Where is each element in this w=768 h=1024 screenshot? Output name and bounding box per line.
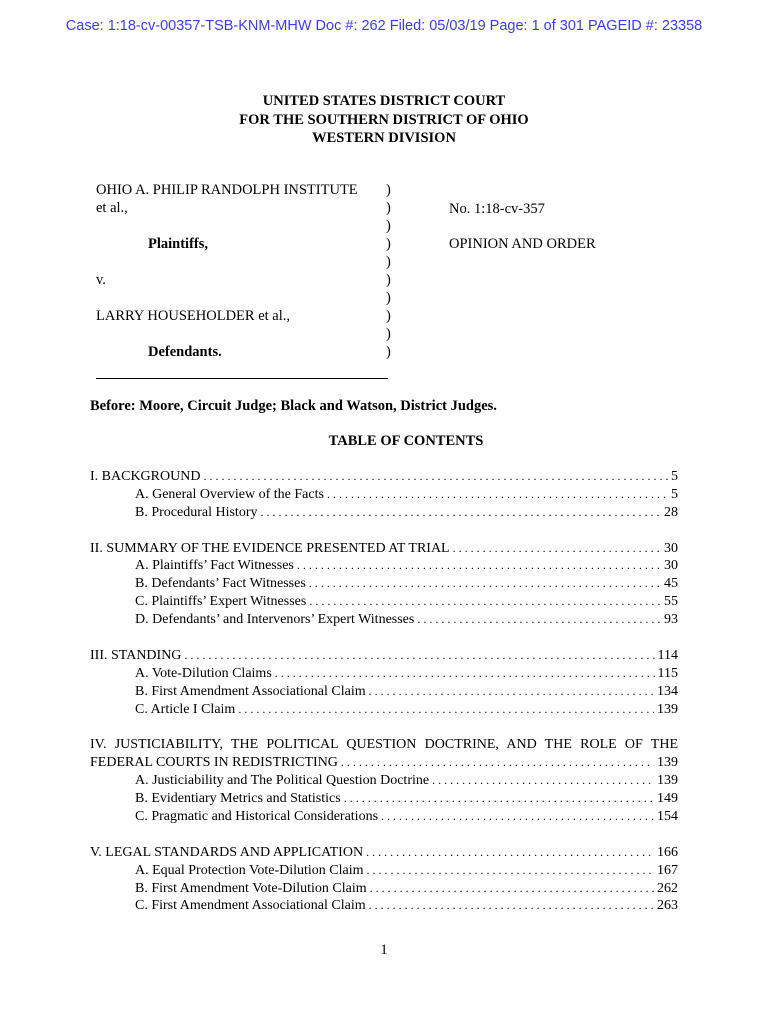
defendant-name: LARRY HOUSEHOLDER et al.,: [96, 308, 290, 324]
paren: ): [386, 182, 391, 198]
toc-entry-page: 263: [657, 898, 678, 914]
toc-subsection-entry[interactable]: [90, 486, 678, 504]
toc-subsection-entry[interactable]: [90, 701, 678, 719]
toc-leader-dots: [367, 862, 654, 880]
toc-entry-label: B. First Amendment Associational Claim: [135, 683, 366, 699]
toc-entry-label: C. Article I Claim: [135, 701, 236, 717]
toc-subsection-entry[interactable]: [90, 862, 678, 880]
toc-leader-dots: [309, 575, 661, 593]
toc-entry-page: 55: [664, 594, 678, 610]
toc-entry-label: A. Justiciability and The Political Question Doctrine: [135, 773, 430, 789]
toc-entry-page: 114: [657, 647, 678, 663]
toc-leader-dots: [381, 808, 654, 826]
toc-entry-page: 93: [664, 612, 678, 628]
paren: ): [386, 290, 391, 306]
toc-subsection-entry[interactable]: [90, 683, 678, 701]
toc-subsection-entry[interactable]: [90, 790, 678, 808]
toc-entry-page: 5: [671, 469, 678, 484]
toc-entry-label: D. Defendants’ and Intervenors’ Expert Witnesses: [135, 612, 415, 628]
toc-entry-label: FEDERAL COURTS IN REDISTRICTING: [90, 755, 338, 771]
toc-leader-dots: [369, 683, 654, 701]
plaintiffs-label: Plaintiffs,: [148, 236, 209, 252]
toc-subsection-entry[interactable]: [90, 557, 678, 575]
toc-leader-dots: [203, 468, 668, 486]
toc-entry-page: 154: [657, 808, 678, 824]
court-line-3: WESTERN DIVISION: [312, 130, 456, 146]
paren: ): [386, 200, 391, 216]
court-line-1: UNITED STATES DISTRICT COURT: [262, 93, 506, 109]
paren: ): [386, 344, 391, 360]
toc-subsection-entry[interactable]: [90, 575, 678, 593]
toc-section-entry[interactable]: [90, 844, 678, 862]
page-number: 1: [380, 942, 388, 958]
toc-entry-page: 115: [657, 665, 678, 681]
toc-leader-dots: [260, 504, 661, 522]
toc-entry-label: C. Pragmatic and Historical Considerations: [135, 808, 379, 824]
toc-entry-label: C. Plaintiffs’ Expert Witnesses: [135, 594, 307, 610]
toc-entry-label: V. LEGAL STANDARDS AND APPLICATION: [90, 844, 364, 860]
toc-leader-dots: [238, 701, 654, 719]
toc-leader-dots: [297, 557, 661, 575]
paren: ): [386, 308, 391, 324]
toc-subsection-entry[interactable]: [90, 611, 678, 629]
toc-entry-label: B. Evidentiary Metrics and Statistics: [135, 791, 341, 807]
toc-entry-page: 262: [657, 880, 678, 896]
toc-entry-page: 139: [657, 755, 678, 771]
toc-entry-label: B. Procedural History: [135, 504, 258, 520]
toc-entry-label: I. BACKGROUND: [90, 469, 201, 484]
toc-section-entry[interactable]: [90, 468, 678, 486]
toc-entry-label: A. Equal Protection Vote-Dilution Claim: [135, 862, 364, 878]
toc-subsection-entry[interactable]: [90, 504, 678, 522]
toc-leader-dots: [453, 540, 661, 558]
toc-title: TABLE OF CONTENTS: [328, 433, 484, 449]
toc-leader-dots: [417, 611, 661, 629]
toc-entry-page: 45: [664, 576, 678, 592]
toc-entry-label: A. Vote-Dilution Claims: [135, 665, 272, 681]
toc-entry-page: 134: [657, 683, 678, 699]
paren: ): [386, 272, 391, 288]
toc-entry-page: 5: [671, 486, 678, 502]
toc-entry-page: 30: [664, 558, 678, 574]
plaintiff-etal: et al.,: [96, 200, 128, 216]
court-heading: [0, 92, 768, 148]
caption-parties: [96, 181, 386, 361]
toc-leader-dots: [275, 665, 655, 683]
toc-entry-label: III. STANDING: [90, 647, 182, 663]
panel-judges: Before: Moore, Circuit Judge; Black and Watson, District Judges.: [90, 398, 497, 414]
toc-entry-label: B. First Amendment Vote-Dilution Claim: [135, 880, 367, 896]
toc-subsection-entry[interactable]: [90, 808, 678, 826]
toc-leader-dots: [309, 593, 661, 611]
toc-entry-page: 28: [664, 504, 678, 520]
toc-subsection-entry[interactable]: [90, 880, 678, 898]
toc-section-entry[interactable]: [90, 647, 678, 665]
toc-leader-dots: [366, 844, 654, 862]
defendants-label: Defendants.: [148, 344, 222, 360]
toc-entry-label: B. Defendants’ Fact Witnesses: [135, 576, 306, 592]
toc-entry-page: 139: [657, 773, 678, 789]
paren: ): [386, 254, 391, 270]
document-type: OPINION AND ORDER: [449, 236, 596, 252]
toc-entry-label: II. SUMMARY OF THE EVIDENCE PRESENTED AT TRIAL: [90, 540, 450, 556]
toc-entry-page: 149: [657, 791, 678, 807]
table-of-contents: [90, 468, 678, 915]
toc-subsection-entry[interactable]: [90, 897, 678, 915]
toc-section-entry[interactable]: [90, 754, 678, 772]
toc-leader-dots: [432, 772, 654, 790]
toc-entry-page: 139: [657, 701, 678, 717]
case-header-stamp: Case: 1:18-cv-00357-TSB-KNM-MHW Doc #: 262 Filed: 05/03/19 Page: 1 of 301 PAGEID #: 23358: [65, 18, 703, 34]
plaintiff-name: OHIO A. PHILIP RANDOLPH INSTITUTE: [96, 182, 358, 198]
toc-subsection-entry[interactable]: [90, 665, 678, 683]
toc-leader-dots: [184, 647, 654, 665]
paren: ): [386, 326, 391, 342]
caption-rule: [96, 378, 388, 379]
toc-leader-dots: [344, 790, 654, 808]
toc-leader-dots: [327, 486, 668, 504]
toc-entry-page: 166: [657, 844, 678, 860]
toc-subsection-entry[interactable]: [90, 772, 678, 790]
court-line-2: FOR THE SOUTHERN DISTRICT OF OHIO: [239, 111, 529, 128]
toc-entry-label: A. General Overview of the Facts: [135, 486, 324, 502]
toc-leader-dots: [369, 897, 654, 915]
toc-subsection-entry[interactable]: [90, 593, 678, 611]
case-number: No. 1:18-cv-357: [449, 201, 545, 217]
paren: ): [386, 236, 391, 252]
caption-parentheses: [386, 181, 396, 361]
toc-entry-label: C. First Amendment Associational Claim: [135, 898, 366, 914]
toc-entry-page: 167: [657, 862, 678, 878]
toc-leader-dots: [341, 754, 654, 772]
paren: ): [386, 218, 391, 234]
toc-entry-page: 30: [664, 540, 678, 556]
toc-section-label-line1: IV. JUSTICIABILITY, THE POLITICAL QUESTION DOCTRINE, AND THE ROLE OF THE: [90, 737, 678, 753]
toc-section-entry[interactable]: [90, 540, 678, 558]
toc-leader-dots: [370, 880, 654, 898]
toc-entry-label: A. Plaintiffs’ Fact Witnesses: [135, 558, 294, 574]
versus: v.: [96, 272, 106, 288]
